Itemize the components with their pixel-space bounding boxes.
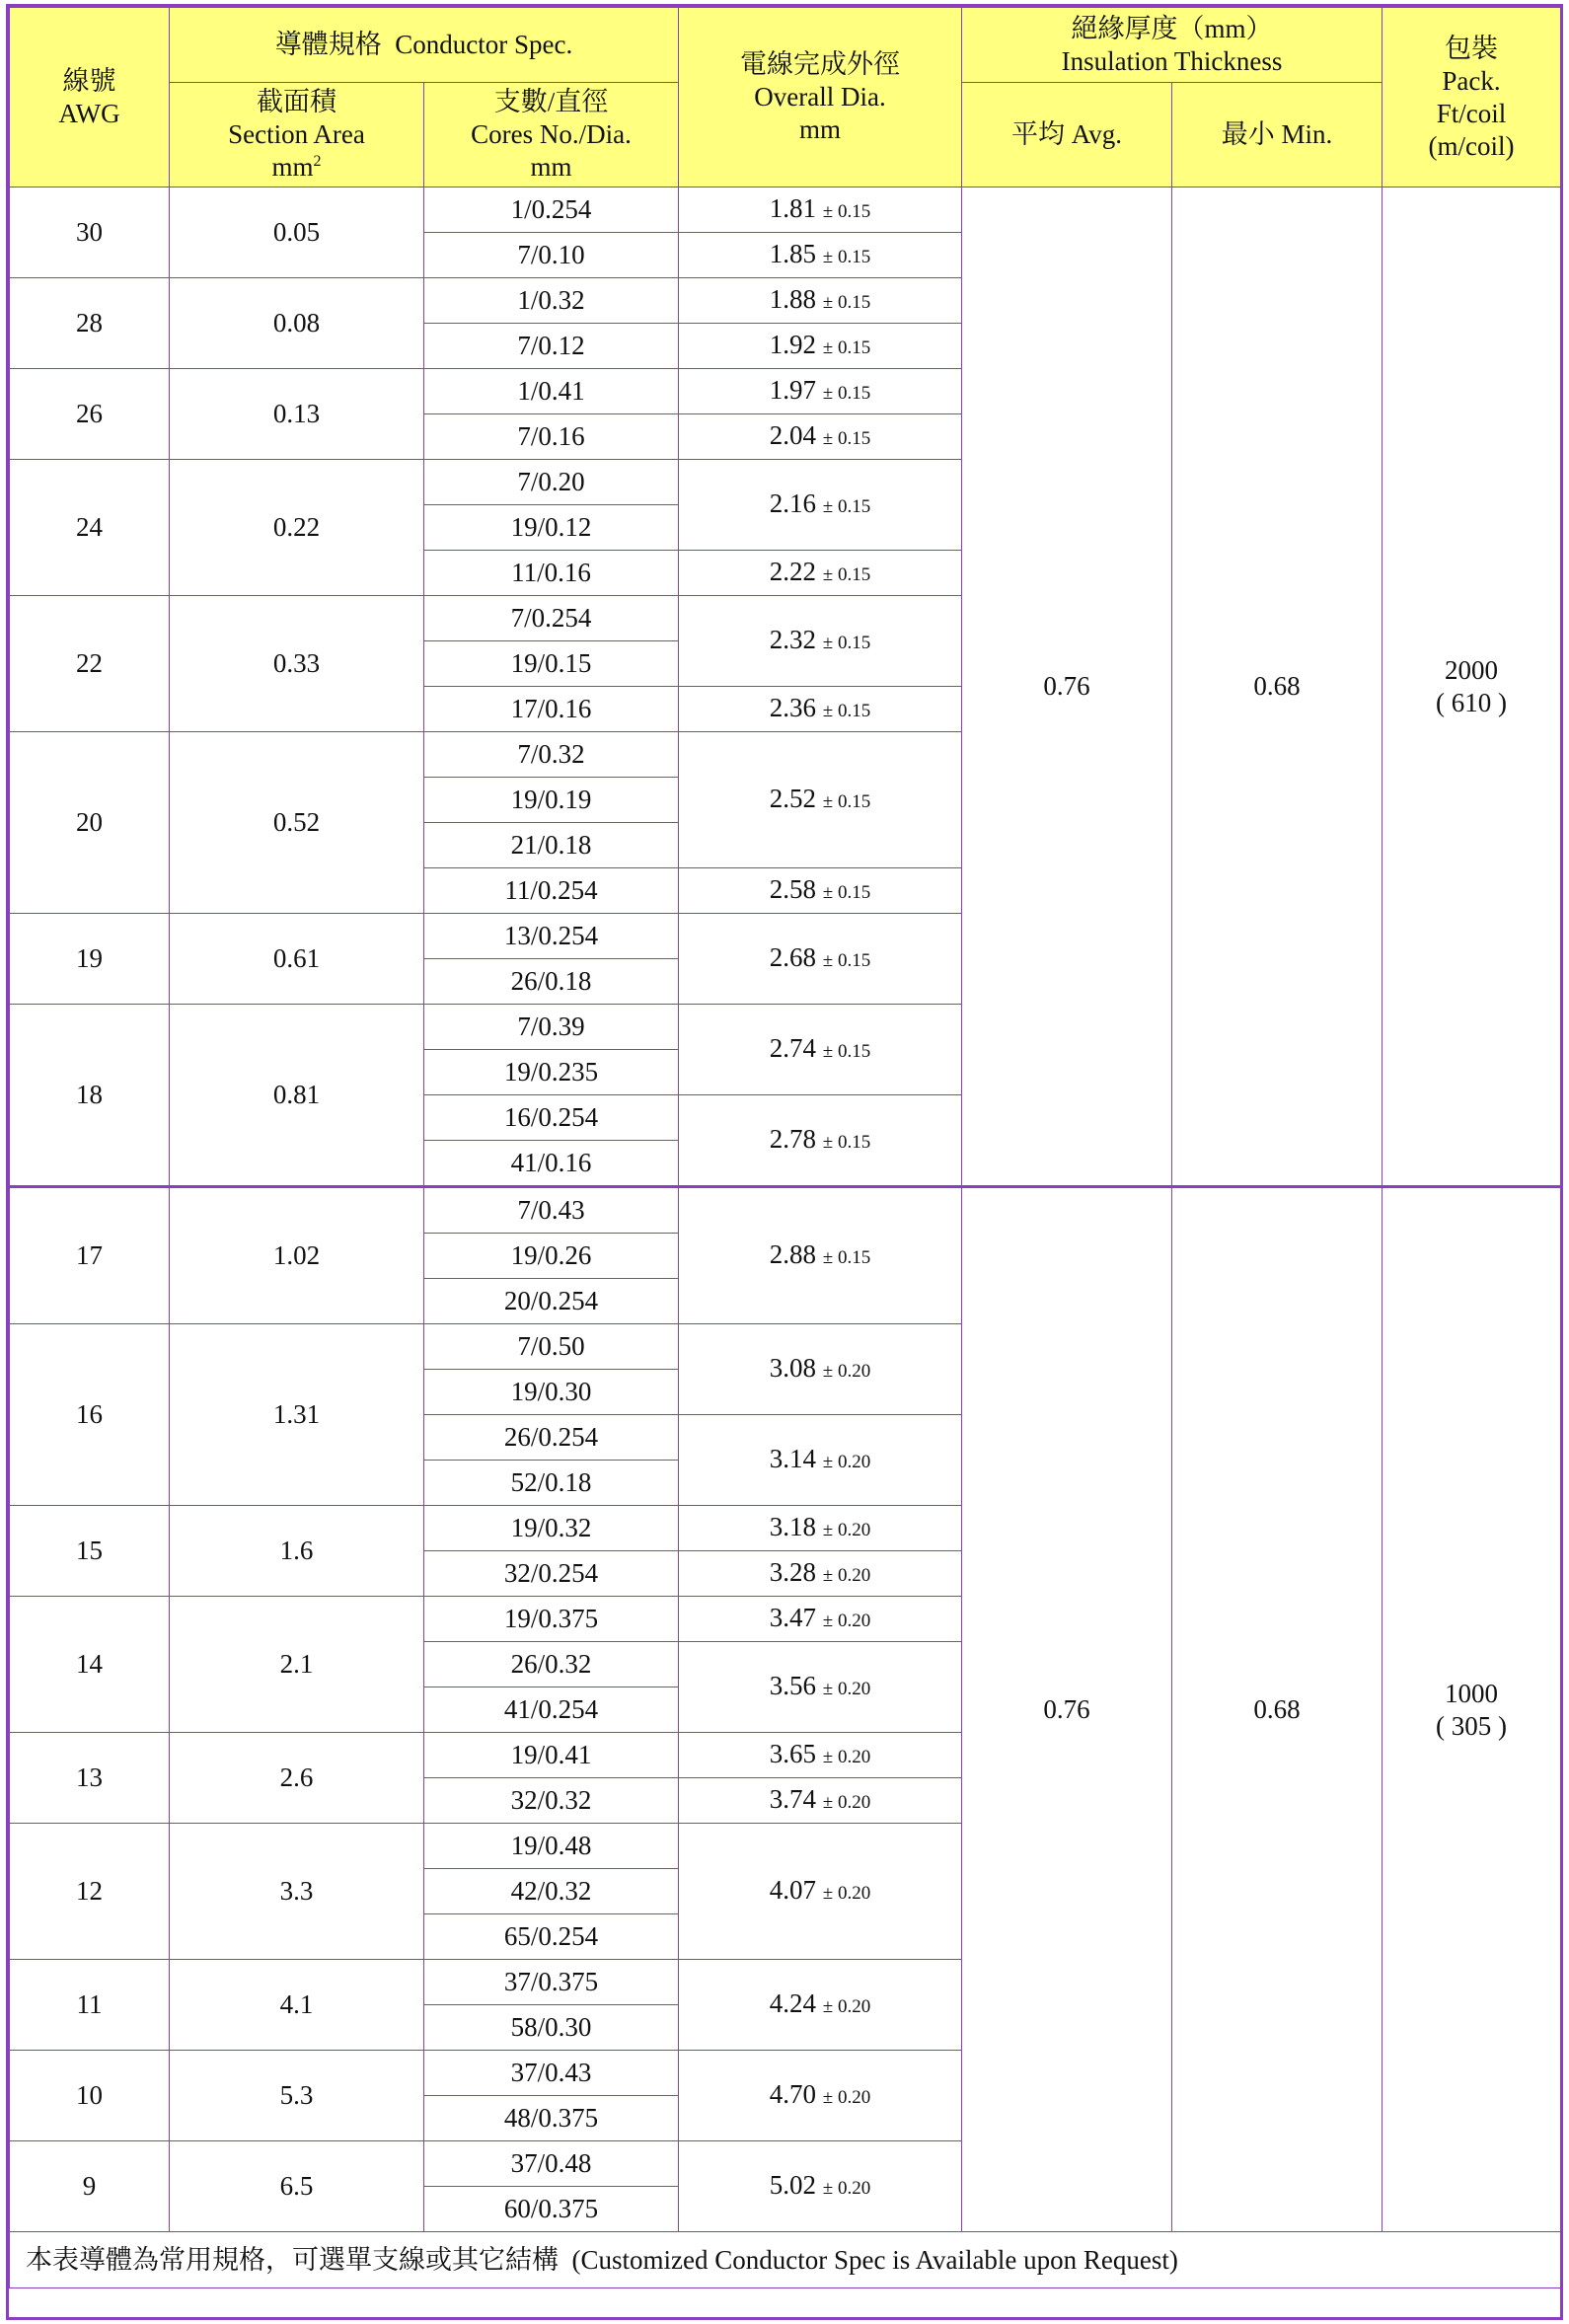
tolerance-value: ± 0.15 [822, 200, 871, 222]
header-section-area-sup: 2 [313, 153, 322, 170]
awg-cell [10, 2141, 170, 2232]
cores-cell [424, 324, 679, 369]
overall-dia-cell [679, 1642, 962, 1733]
cores-cell [424, 2141, 679, 2187]
overall-dia-value: 2.78 [769, 1123, 817, 1154]
pack-value: 1000 ( 305 ) [1436, 1678, 1508, 1741]
overall-dia-value: 2.04 [769, 419, 817, 450]
cores-value: 19/0.26 [510, 1240, 592, 1270]
cores-value: 7/0.10 [517, 240, 585, 269]
awg-value: 28 [76, 308, 103, 337]
cores-value: 7/0.20 [517, 467, 585, 496]
cores-cell [424, 414, 679, 460]
cores-value: 65/0.254 [503, 1921, 599, 1951]
tolerance-value: ± 0.20 [822, 1564, 871, 1586]
awg-value: 13 [76, 1762, 103, 1792]
tolerance-value: ± 0.20 [822, 1678, 871, 1699]
tolerance-value: ± 0.15 [822, 382, 871, 404]
header-insulation-avg [962, 83, 1172, 187]
cores-cell [424, 1141, 679, 1187]
section-area-cell [170, 2051, 424, 2141]
section-area-value: 0.61 [272, 943, 321, 973]
overall-dia-value: 2.32 [769, 624, 817, 654]
cores-value: 60/0.375 [503, 2194, 599, 2223]
overall-dia-cell [679, 732, 962, 868]
header-cores [424, 83, 679, 187]
header-section-area-label: 截面積 Section Area mm [228, 87, 365, 182]
overall-dia-value: 2.88 [769, 1238, 817, 1269]
tolerance-value: ± 0.20 [822, 1746, 871, 1767]
cores-value: 42/0.32 [510, 1876, 592, 1906]
tolerance-value: ± 0.15 [822, 881, 871, 903]
cores-value: 41/0.254 [503, 1694, 599, 1724]
cores-cell [424, 1824, 679, 1869]
overall-dia-value: 4.24 [769, 1987, 817, 2018]
section-area-cell [170, 1506, 424, 1597]
cores-cell [424, 2005, 679, 2051]
cores-cell [424, 732, 679, 778]
section-area-value: 2.1 [279, 1649, 314, 1679]
cores-cell [424, 914, 679, 959]
insulation-min-cell [1172, 1187, 1382, 2232]
section-area-value: 0.22 [272, 512, 321, 542]
pack-cell [1382, 187, 1561, 1187]
section-area-value: 4.1 [279, 1989, 314, 2019]
awg-cell [10, 1960, 170, 2051]
section-area-cell [170, 187, 424, 278]
cores-value: 16/0.254 [503, 1102, 599, 1132]
header-pack-label: 包裝 Pack. Ft/coil (m/coil) [1428, 33, 1515, 161]
cores-cell [424, 641, 679, 687]
table-row [10, 1187, 1561, 1234]
tolerance-value: ± 0.20 [822, 1791, 871, 1813]
overall-dia-cell [679, 868, 962, 914]
cores-cell [424, 187, 679, 233]
cores-cell [424, 687, 679, 732]
awg-value: 10 [76, 2080, 103, 2110]
cores-cell [424, 1960, 679, 2005]
overall-dia-value: 2.68 [769, 941, 817, 972]
overall-dia-value: 2.22 [769, 556, 817, 586]
section-area-value: 0.33 [272, 648, 321, 678]
cores-cell [424, 823, 679, 868]
cores-value: 37/0.43 [510, 2058, 592, 2087]
overall-dia-cell [679, 233, 962, 278]
section-area-cell [170, 732, 424, 914]
section-area-cell [170, 1005, 424, 1187]
cores-cell [424, 868, 679, 914]
cores-cell [424, 959, 679, 1005]
insulation-min-cell [1172, 187, 1382, 1187]
awg-value: 24 [76, 512, 103, 542]
overall-dia-cell [679, 1324, 962, 1415]
cores-cell [424, 1687, 679, 1733]
footer-note-cell [10, 2232, 1561, 2288]
cores-cell [424, 1869, 679, 1914]
awg-value: 17 [76, 1240, 103, 1270]
tolerance-value: ± 0.15 [822, 246, 871, 267]
overall-dia-value: 2.74 [769, 1032, 817, 1063]
insulation-min-value: 0.68 [1253, 1694, 1301, 1724]
awg-cell [10, 732, 170, 914]
overall-dia-cell [679, 460, 962, 551]
overall-dia-cell [679, 1005, 962, 1095]
tolerance-value: ± 0.15 [822, 1246, 871, 1268]
cores-value: 48/0.375 [503, 2103, 599, 2133]
tolerance-value: ± 0.15 [822, 291, 871, 313]
section-area-cell [170, 1960, 424, 2051]
awg-cell [10, 1324, 170, 1506]
cores-value: 11/0.16 [511, 558, 591, 587]
cores-value: 19/0.375 [503, 1604, 599, 1633]
cores-value: 19/0.48 [510, 1831, 592, 1860]
header-avg-label: 平均 Avg. [1011, 119, 1123, 149]
overall-dia-value: 2.16 [769, 487, 817, 518]
overall-dia-cell [679, 278, 962, 324]
cores-cell [424, 1005, 679, 1050]
awg-cell [10, 914, 170, 1005]
insulation-min-value: 0.68 [1253, 671, 1301, 701]
overall-dia-cell [679, 1733, 962, 1778]
overall-dia-cell [679, 1187, 962, 1324]
overall-dia-value: 1.92 [769, 329, 817, 359]
overall-dia-value: 1.85 [769, 238, 817, 268]
overall-dia-value: 3.18 [769, 1511, 817, 1541]
section-area-value: 0.81 [272, 1080, 321, 1109]
section-area-cell [170, 2141, 424, 2232]
section-area-cell [170, 1597, 424, 1733]
awg-value: 12 [76, 1876, 103, 1906]
table-footer [10, 2232, 1561, 2288]
cores-cell [424, 2187, 679, 2232]
awg-cell [10, 1187, 170, 1324]
overall-dia-cell [679, 687, 962, 732]
cores-cell [424, 278, 679, 324]
overall-dia-value: 1.81 [769, 192, 817, 223]
cores-value: 7/0.16 [517, 421, 585, 451]
tolerance-value: ± 0.20 [822, 1451, 871, 1472]
awg-cell [10, 1824, 170, 1960]
tolerance-value: ± 0.15 [822, 337, 871, 358]
overall-dia-value: 3.56 [769, 1670, 817, 1700]
tolerance-value: ± 0.15 [822, 563, 871, 585]
cores-cell [424, 1914, 679, 1960]
overall-dia-cell [679, 1506, 962, 1551]
header-pack [1382, 8, 1561, 187]
cores-cell [424, 551, 679, 596]
cores-value: 26/0.32 [510, 1649, 592, 1679]
cores-cell [424, 460, 679, 505]
awg-value: 30 [76, 217, 103, 247]
table-body [10, 187, 1561, 2232]
section-area-cell [170, 914, 424, 1005]
section-area-value: 0.08 [272, 308, 321, 337]
awg-cell [10, 1733, 170, 1824]
cores-cell [424, 1050, 679, 1095]
cores-cell [424, 1506, 679, 1551]
header-awg-label: 線號 AWG [58, 65, 120, 128]
insulation-avg-cell [962, 1187, 1172, 2232]
header-min-label: 最小 Min. [1221, 119, 1333, 149]
tolerance-value: ± 0.20 [822, 2177, 871, 2199]
overall-dia-cell [679, 1824, 962, 1960]
cores-cell [424, 1597, 679, 1642]
cores-value: 7/0.254 [510, 603, 592, 633]
overall-dia-cell [679, 414, 962, 460]
awg-cell [10, 1506, 170, 1597]
insulation-avg-value: 0.76 [1043, 1694, 1090, 1724]
cores-value: 1/0.41 [517, 376, 585, 406]
table-header [10, 8, 1561, 187]
cores-cell [424, 1415, 679, 1461]
cores-value: 19/0.235 [503, 1057, 599, 1087]
cores-cell [424, 505, 679, 551]
overall-dia-value: 1.88 [769, 283, 817, 314]
tolerance-value: ± 0.20 [822, 1610, 871, 1631]
awg-cell [10, 369, 170, 460]
tolerance-value: ± 0.15 [822, 495, 871, 517]
section-area-cell [170, 596, 424, 732]
cores-cell [424, 1234, 679, 1279]
section-area-cell [170, 1733, 424, 1824]
awg-value: 14 [76, 1649, 103, 1679]
pack-cell [1382, 1187, 1561, 2232]
overall-dia-value: 4.70 [769, 2078, 817, 2109]
header-overall-label: 電線完成外徑 Overall Dia. mm [740, 49, 901, 144]
tolerance-value: ± 0.15 [822, 1131, 871, 1153]
cores-cell [424, 596, 679, 641]
header-insulation-min [1172, 83, 1382, 187]
overall-dia-cell [679, 551, 962, 596]
awg-cell [10, 1597, 170, 1733]
section-area-value: 1.6 [279, 1536, 314, 1565]
overall-dia-value: 3.14 [769, 1443, 817, 1473]
table-row [10, 187, 1561, 233]
overall-dia-value: 4.07 [769, 1874, 817, 1905]
overall-dia-cell [679, 596, 962, 687]
section-area-value: 1.31 [272, 1399, 321, 1429]
cores-value: 58/0.30 [510, 2012, 592, 2042]
overall-dia-value: 2.36 [769, 692, 817, 722]
section-area-value: 0.52 [272, 807, 321, 837]
overall-dia-value: 5.02 [769, 2169, 817, 2200]
cores-cell [424, 233, 679, 278]
cores-value: 11/0.254 [504, 875, 598, 905]
cores-value: 19/0.30 [510, 1377, 592, 1406]
overall-dia-value: 3.08 [769, 1352, 817, 1383]
cores-value: 7/0.50 [517, 1331, 585, 1361]
cores-value: 32/0.32 [510, 1785, 592, 1815]
pack-value: 2000 ( 610 ) [1436, 654, 1508, 717]
cores-cell [424, 2096, 679, 2141]
insulation-avg-cell [962, 187, 1172, 1187]
cores-cell [424, 1279, 679, 1324]
cores-cell [424, 1551, 679, 1597]
awg-value: 18 [76, 1080, 103, 1109]
cores-cell [424, 1324, 679, 1370]
cores-cell [424, 778, 679, 823]
insulation-avg-value: 0.76 [1043, 671, 1090, 701]
overall-dia-cell [679, 2051, 962, 2141]
section-area-cell [170, 1824, 424, 1960]
cores-value: 17/0.16 [510, 694, 592, 723]
overall-dia-cell [679, 914, 962, 1005]
cores-value: 1/0.32 [517, 285, 585, 315]
overall-dia-cell [679, 1095, 962, 1187]
overall-dia-cell [679, 187, 962, 233]
overall-dia-value: 2.58 [769, 873, 817, 904]
overall-dia-cell [679, 1551, 962, 1597]
wire-spec-table [9, 7, 1561, 2288]
overall-dia-cell [679, 324, 962, 369]
overall-dia-cell [679, 369, 962, 414]
cores-value: 1/0.254 [510, 194, 592, 224]
header-insulation-label: 絕緣厚度（mm） Insulation Thickness [1061, 13, 1283, 76]
awg-value: 9 [82, 2171, 97, 2201]
cores-cell [424, 1095, 679, 1141]
tolerance-value: ± 0.15 [822, 427, 871, 449]
awg-cell [10, 2051, 170, 2141]
overall-dia-cell [679, 2141, 962, 2232]
awg-value: 22 [76, 648, 103, 678]
cores-value: 37/0.48 [510, 2148, 592, 2178]
section-area-value: 5.3 [279, 2080, 314, 2110]
tolerance-value: ± 0.20 [822, 1360, 871, 1382]
section-area-cell [170, 278, 424, 369]
overall-dia-value: 2.52 [769, 783, 817, 813]
cores-value: 32/0.254 [503, 1558, 599, 1588]
cores-value: 21/0.18 [510, 830, 592, 860]
overall-dia-value: 3.28 [769, 1556, 817, 1587]
section-area-value: 2.6 [279, 1762, 314, 1792]
overall-dia-value: 3.74 [769, 1783, 817, 1814]
cores-value: 19/0.19 [510, 785, 592, 814]
cores-value: 7/0.39 [517, 1012, 585, 1041]
overall-dia-value: 1.97 [769, 374, 817, 405]
header-section-area [170, 83, 424, 187]
overall-dia-cell [679, 1415, 962, 1506]
awg-value: 19 [76, 943, 103, 973]
awg-value: 20 [76, 807, 103, 837]
tolerance-value: ± 0.15 [822, 949, 871, 971]
footer-note: 本表導體為常用規格，可選單支線或其它結構 (Customized Conductor Spec is Available upon Request) [26, 2244, 1178, 2275]
spec-sheet [6, 4, 1563, 2320]
cores-value: 7/0.32 [517, 739, 585, 769]
tolerance-value: ± 0.20 [822, 1995, 871, 2017]
tolerance-value: ± 0.15 [822, 790, 871, 812]
cores-cell [424, 1778, 679, 1824]
tolerance-value: ± 0.20 [822, 1882, 871, 1904]
cores-cell [424, 1370, 679, 1415]
cores-value: 7/0.43 [517, 1195, 585, 1225]
cores-value: 26/0.254 [503, 1422, 599, 1452]
cores-value: 19/0.41 [510, 1740, 592, 1769]
section-area-cell [170, 1324, 424, 1506]
section-area-value: 0.05 [272, 217, 321, 247]
tolerance-value: ± 0.15 [822, 1040, 871, 1062]
cores-cell [424, 2051, 679, 2096]
awg-cell [10, 596, 170, 732]
overall-dia-value: 3.65 [769, 1738, 817, 1768]
cores-value: 26/0.18 [510, 966, 592, 996]
awg-cell [10, 278, 170, 369]
section-area-cell [170, 1187, 424, 1324]
tolerance-value: ± 0.20 [822, 2086, 871, 2108]
awg-value: 11 [76, 1989, 103, 2019]
cores-cell [424, 1733, 679, 1778]
overall-dia-cell [679, 1597, 962, 1642]
awg-cell [10, 187, 170, 278]
section-area-value: 6.5 [279, 2171, 314, 2201]
awg-value: 16 [76, 1399, 103, 1429]
cores-cell [424, 1187, 679, 1234]
overall-dia-cell [679, 1778, 962, 1824]
section-area-value: 1.02 [272, 1240, 321, 1270]
cores-cell [424, 1642, 679, 1687]
cores-value: 19/0.12 [510, 512, 592, 542]
cores-cell [424, 1461, 679, 1506]
tolerance-value: ± 0.20 [822, 1519, 871, 1540]
awg-cell [10, 460, 170, 596]
cores-value: 52/0.18 [510, 1467, 592, 1497]
cores-value: 19/0.32 [510, 1513, 592, 1542]
awg-value: 26 [76, 399, 103, 428]
awg-value: 15 [76, 1536, 103, 1565]
section-area-value: 3.3 [279, 1876, 314, 1906]
header-conductor-spec [170, 8, 679, 83]
tolerance-value: ± 0.15 [822, 700, 871, 721]
cores-value: 20/0.254 [503, 1286, 599, 1315]
header-overall-dia [679, 8, 962, 187]
section-area-value: 0.13 [272, 399, 321, 428]
awg-cell [10, 1005, 170, 1187]
header-conductor-label: 導體規格 Conductor Spec. [274, 30, 573, 59]
section-area-cell [170, 369, 424, 460]
section-area-cell [170, 460, 424, 596]
header-awg [10, 8, 170, 187]
cores-value: 13/0.254 [503, 921, 599, 950]
cores-cell [424, 369, 679, 414]
tolerance-value: ± 0.15 [822, 632, 871, 653]
header-insulation [962, 8, 1382, 83]
overall-dia-value: 3.47 [769, 1602, 817, 1632]
cores-value: 19/0.15 [510, 648, 592, 678]
overall-dia-cell [679, 1960, 962, 2051]
cores-value: 41/0.16 [510, 1148, 592, 1177]
cores-value: 7/0.12 [517, 331, 585, 360]
cores-value: 37/0.375 [503, 1967, 599, 1996]
header-cores-label: 支數/直徑 Cores No./Dia. mm [471, 87, 632, 182]
